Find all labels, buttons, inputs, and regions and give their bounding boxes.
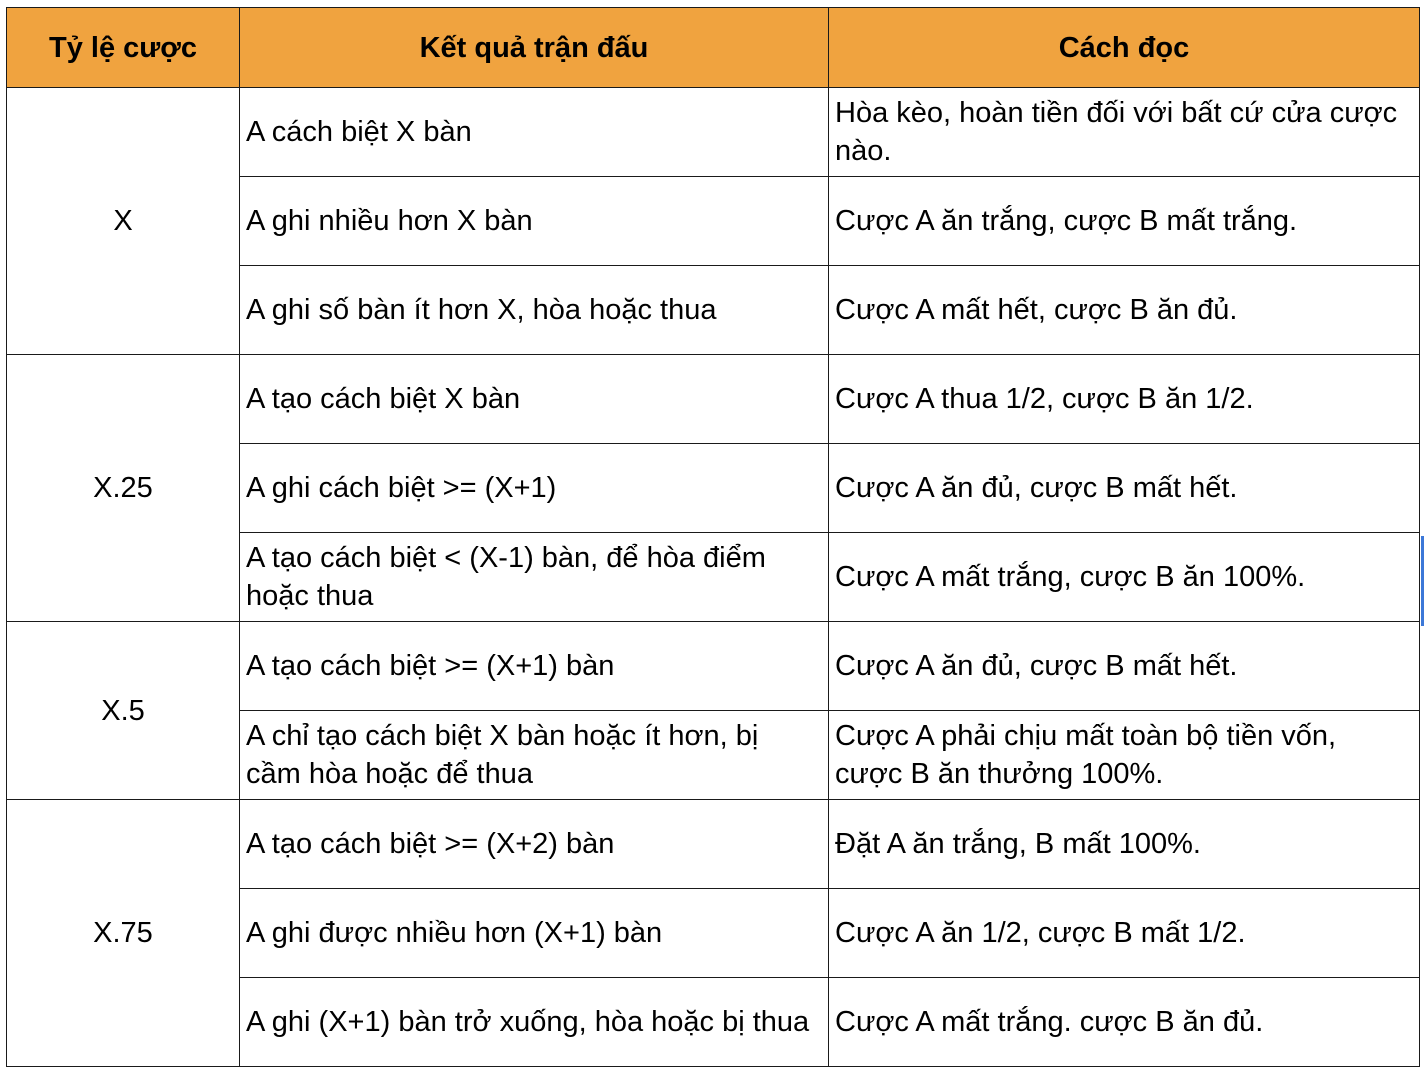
result-cell[interactable]: A cách biệt X bàn	[240, 88, 829, 177]
table-row	[7, 622, 1420, 711]
ratio-cell-x25[interactable]: X.25	[7, 355, 240, 622]
header-reading[interactable]: Cách đọc	[829, 8, 1420, 88]
odds-table	[6, 7, 1420, 1067]
reading-cell[interactable]: Cược A mất trắng. cược B ăn đủ.	[829, 978, 1420, 1067]
reading-cell[interactable]: Đặt A ăn trắng, B mất 100%.	[829, 800, 1420, 889]
table-row	[7, 355, 1420, 444]
reading-cell[interactable]: Cược A mất trắng, cược B ăn 100%.	[829, 533, 1420, 622]
result-cell[interactable]: A tạo cách biệt >= (X+1) bàn	[240, 622, 829, 711]
reading-cell[interactable]: Cược A ăn đủ, cược B mất hết.	[829, 622, 1420, 711]
result-cell[interactable]: A tạo cách biệt X bàn	[240, 355, 829, 444]
reading-cell[interactable]: Cược A phải chịu mất toàn bộ tiền vốn, cược B ăn thưởng 100%.	[829, 711, 1420, 800]
result-cell[interactable]: A ghi số bàn ít hơn X, hòa hoặc thua	[240, 266, 829, 355]
reading-cell[interactable]: Hòa kèo, hoàn tiền đối với bất cứ cửa cược nào.	[829, 88, 1420, 177]
result-cell[interactable]: A chỉ tạo cách biệt X bàn hoặc ít hơn, bị cầm hòa hoặc để thua	[240, 711, 829, 800]
ratio-cell-x5[interactable]: X.5	[7, 622, 240, 800]
table-row	[7, 800, 1420, 889]
result-cell[interactable]: A ghi (X+1) bàn trở xuống, hòa hoặc bị thua	[240, 978, 829, 1067]
reading-cell[interactable]: Cược A ăn 1/2, cược B mất 1/2.	[829, 889, 1420, 978]
odds-table-sheet	[6, 7, 1419, 1077]
reading-cell[interactable]: Cược A thua 1/2, cược B ăn 1/2.	[829, 355, 1420, 444]
header-row	[7, 8, 1420, 88]
table-row	[7, 88, 1420, 177]
result-cell[interactable]: A tạo cách biệt >= (X+2) bàn	[240, 800, 829, 889]
reading-cell[interactable]: Cược A mất hết, cược B ăn đủ.	[829, 266, 1420, 355]
result-cell[interactable]: A tạo cách biệt < (X-1) bàn, để hòa điểm hoặc thua	[240, 533, 829, 622]
ratio-cell-x75[interactable]: X.75	[7, 800, 240, 1067]
result-cell[interactable]: A ghi được nhiều hơn (X+1) bàn	[240, 889, 829, 978]
result-cell[interactable]: A ghi cách biệt >= (X+1)	[240, 444, 829, 533]
reading-cell[interactable]: Cược A ăn trắng, cược B mất trắng.	[829, 177, 1420, 266]
header-result[interactable]: Kết quả trận đấu	[240, 8, 829, 88]
header-ratio[interactable]: Tỷ lệ cược	[7, 8, 240, 88]
reading-cell[interactable]: Cược A ăn đủ, cược B mất hết.	[829, 444, 1420, 533]
result-cell[interactable]: A ghi nhiều hơn X bàn	[240, 177, 829, 266]
ratio-cell-x[interactable]: X	[7, 88, 240, 355]
